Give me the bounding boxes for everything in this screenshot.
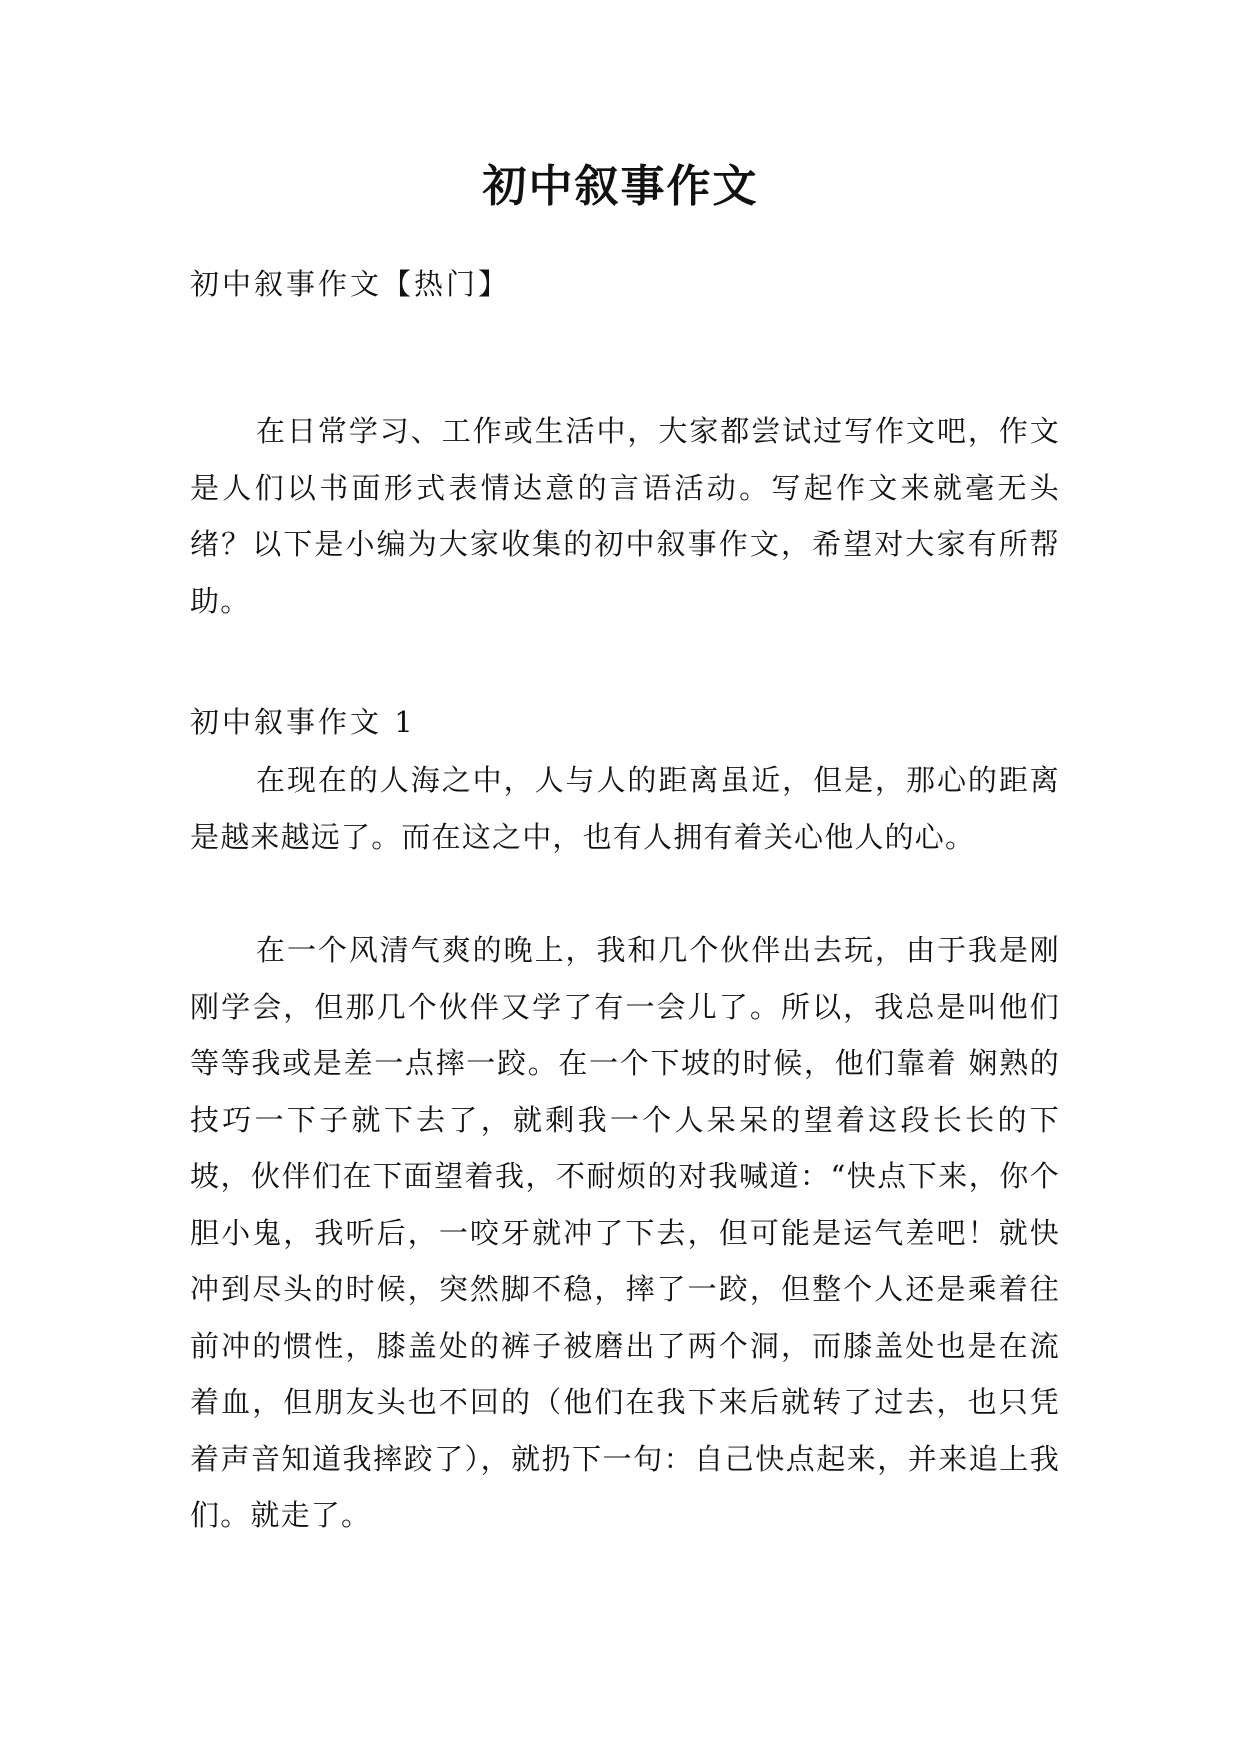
body-paragraph: 在现在的人海之中，人与人的距离虽近，但是，那心的距离是越来越远了。而在这之中，也有人拥有着关心他人的心。 xyxy=(190,763,1060,854)
body-paragraph: 在一个风清气爽的晚上，我和几个伙伴出去玩，由于我是刚刚学会，但那几个伙伴又学了有一会儿了。所以，我总是叫他们等等我或是差一点摔一跤。在一个下坡的时候，他们靠着 娴熟的技巧一下子就下去了，就剩我一个人呆呆的望着这段长长的下坡，伙伴们在下面望着我，不耐烦的对我喊道：“快点下来，你个胆小鬼，我听后，一咬牙就冲了下去，但可能是运气差吧！就快冲到尽头的时候，突然脚不稳，摔了一跤，但整个人还是乘着往前冲的惯性，膝盖处的裤子被磨出了两个洞，而膝盖处也是在流着血，但朋友头也不回的（他们在我下来后就转了过去，也只凭着声音知道我摔跤了），就扔下一句：自己快点起来，并来追上我们。就走了。 xyxy=(190,933,1060,1532)
document-subtitle: 初中叙事作文【热门】 xyxy=(190,267,511,301)
document-title: 初中叙事作文 xyxy=(482,161,759,212)
section-heading: 初中叙事作文 1 xyxy=(190,705,416,739)
intro-paragraph: 在日常学习、工作或生活中，大家都尝试过写作文吧，作文是人们以书面形式表情达意的言语活动。写起作文来就毫无头绪？以下是小编为大家收集的初中叙事作文，希望对大家有所帮助。 xyxy=(190,414,1060,618)
